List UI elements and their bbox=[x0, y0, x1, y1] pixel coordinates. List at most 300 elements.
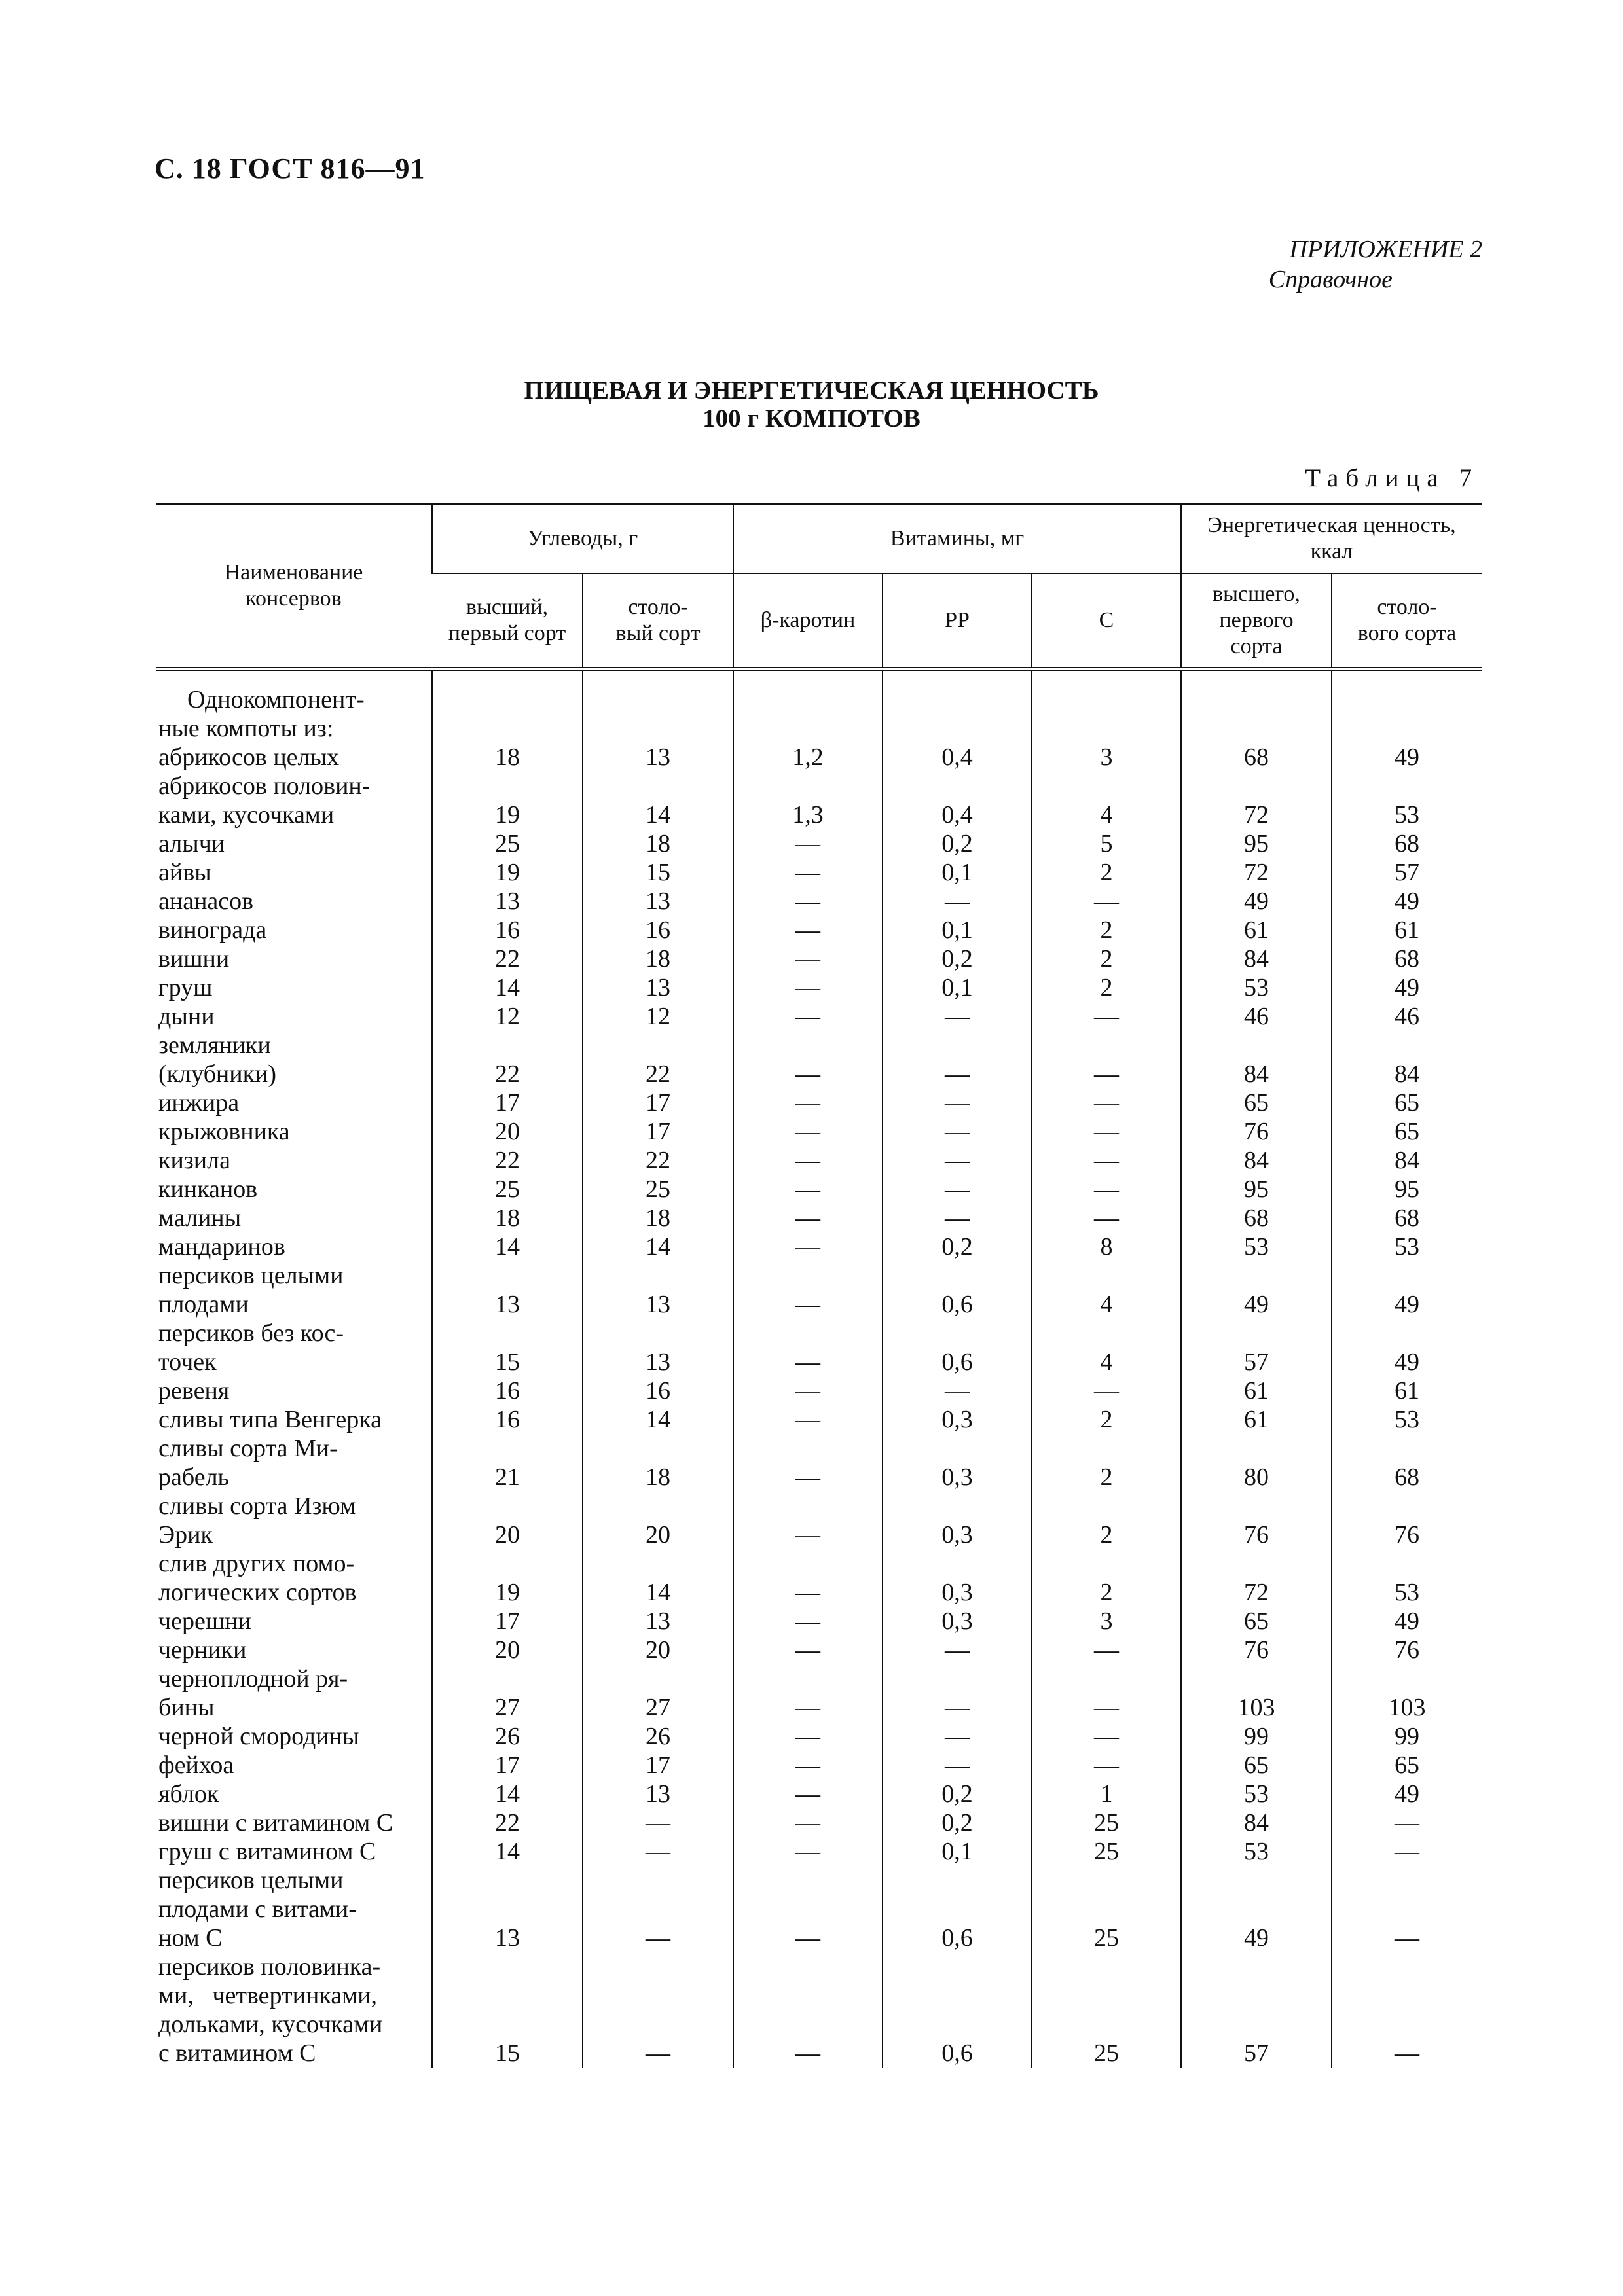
value-cell bbox=[583, 1492, 733, 1520]
value-cell: — bbox=[733, 1002, 883, 1031]
value-cell: 25 bbox=[432, 829, 583, 858]
value-cell: 1,3 bbox=[733, 800, 883, 829]
value-cell bbox=[1181, 1664, 1332, 1693]
value-cell bbox=[1032, 1434, 1181, 1463]
value-cell: — bbox=[733, 2039, 883, 2068]
table-row bbox=[156, 1405, 1482, 1434]
value-cell: 84 bbox=[1332, 1146, 1482, 1175]
value-cell: — bbox=[733, 1607, 883, 1636]
table-row bbox=[156, 1348, 1482, 1376]
value-cell: — bbox=[733, 1751, 883, 1780]
value-cell: — bbox=[733, 1520, 883, 1549]
value-cell bbox=[1181, 1492, 1332, 1520]
value-cell: 26 bbox=[583, 1722, 733, 1751]
value-cell bbox=[583, 1895, 733, 1924]
value-cell: 13 bbox=[583, 887, 733, 916]
value-cell: 0,2 bbox=[883, 1780, 1032, 1808]
table-body bbox=[156, 669, 1482, 2068]
table-row bbox=[156, 1261, 1482, 1290]
value-cell bbox=[883, 2010, 1032, 2039]
value-cell bbox=[733, 1866, 883, 1895]
product-name-cell: черешни bbox=[158, 1607, 251, 1635]
value-cell: 25 bbox=[1032, 1808, 1181, 1837]
value-cell: 18 bbox=[583, 829, 733, 858]
value-cell: 4 bbox=[1032, 800, 1181, 829]
value-cell: 53 bbox=[1332, 1405, 1482, 1434]
value-cell: — bbox=[1032, 1636, 1181, 1664]
value-cell: 46 bbox=[1181, 1002, 1332, 1031]
value-cell: 4 bbox=[1032, 1290, 1181, 1319]
value-cell: 76 bbox=[1332, 1520, 1482, 1549]
value-cell: — bbox=[883, 1060, 1032, 1088]
table-row bbox=[156, 1636, 1482, 1664]
value-cell: 22 bbox=[432, 1808, 583, 1837]
value-cell: 15 bbox=[583, 858, 733, 887]
value-cell bbox=[1181, 1549, 1332, 1578]
value-cell bbox=[1032, 1261, 1181, 1290]
title-line-2: 100 г КОМПОТОВ bbox=[702, 404, 921, 433]
appendix-subtitle: Справочное bbox=[1268, 266, 1393, 293]
value-cell: — bbox=[733, 1060, 883, 1088]
value-cell bbox=[1332, 1434, 1482, 1463]
product-name-cell: сливы сорта Изюм bbox=[158, 1492, 356, 1520]
value-cell bbox=[883, 669, 1032, 714]
value-cell: — bbox=[733, 829, 883, 858]
value-cell: — bbox=[883, 1693, 1032, 1722]
table-row bbox=[156, 669, 1482, 714]
value-cell: 20 bbox=[432, 1117, 583, 1146]
value-cell: 49 bbox=[1181, 1290, 1332, 1319]
value-cell: 68 bbox=[1332, 1463, 1482, 1492]
value-cell bbox=[1332, 669, 1482, 714]
value-cell bbox=[1032, 1492, 1181, 1520]
value-cell: 2 bbox=[1032, 973, 1181, 1002]
value-cell bbox=[733, 1549, 883, 1578]
product-name-cell: дольками, кусочками bbox=[158, 2011, 383, 2038]
value-cell bbox=[583, 2010, 733, 2039]
table-row bbox=[156, 1376, 1482, 1405]
value-cell: 14 bbox=[432, 973, 583, 1002]
value-cell: 20 bbox=[583, 1636, 733, 1664]
value-cell: 68 bbox=[1181, 1204, 1332, 1232]
value-cell bbox=[1181, 1031, 1332, 1060]
value-cell bbox=[432, 1895, 583, 1924]
value-cell: 14 bbox=[432, 1837, 583, 1866]
table-row bbox=[156, 1492, 1482, 1520]
value-cell: 49 bbox=[1181, 1924, 1332, 1952]
value-cell bbox=[1332, 1492, 1482, 1520]
header-vitamins: Витамины, мг bbox=[733, 504, 1181, 574]
value-cell: — bbox=[733, 1722, 883, 1751]
value-cell: 13 bbox=[583, 973, 733, 1002]
value-cell: 2 bbox=[1032, 944, 1181, 973]
value-cell: 53 bbox=[1181, 1232, 1332, 1261]
nutrition-table bbox=[156, 503, 1482, 2068]
table-row bbox=[156, 1751, 1482, 1780]
value-cell: — bbox=[733, 1175, 883, 1204]
value-cell bbox=[1181, 669, 1332, 714]
value-cell: 103 bbox=[1332, 1693, 1482, 1722]
table-label: Таблица 7 bbox=[1305, 464, 1479, 492]
value-cell: 16 bbox=[432, 916, 583, 944]
subheader-energy-premium: высшего, первого сорта bbox=[1181, 573, 1332, 669]
value-cell bbox=[1332, 1895, 1482, 1924]
value-cell bbox=[432, 1952, 583, 1981]
value-cell: 72 bbox=[1181, 858, 1332, 887]
value-cell: 72 bbox=[1181, 1578, 1332, 1607]
table-row bbox=[156, 2010, 1482, 2039]
value-cell: 18 bbox=[432, 1204, 583, 1232]
table-row bbox=[156, 1434, 1482, 1463]
header-carbohydrates: Углеводы, г bbox=[432, 504, 733, 574]
value-cell bbox=[883, 1261, 1032, 1290]
value-cell: 0,1 bbox=[883, 1837, 1032, 1866]
value-cell: 19 bbox=[432, 858, 583, 887]
product-name-cell: сливы сорта Ми- bbox=[158, 1435, 338, 1462]
value-cell: 25 bbox=[432, 1175, 583, 1204]
value-cell: 0,3 bbox=[883, 1578, 1032, 1607]
value-cell bbox=[1032, 1981, 1181, 2010]
value-cell: 14 bbox=[432, 1780, 583, 1808]
value-cell: 0,6 bbox=[883, 1924, 1032, 1952]
value-cell: 2 bbox=[1032, 1578, 1181, 1607]
value-cell: — bbox=[733, 1405, 883, 1434]
value-cell: — bbox=[733, 1146, 883, 1175]
table-row bbox=[156, 1952, 1482, 1981]
value-cell bbox=[432, 1866, 583, 1895]
value-cell: 0,1 bbox=[883, 973, 1032, 1002]
value-cell: 53 bbox=[1181, 1837, 1332, 1866]
value-cell: 12 bbox=[432, 1002, 583, 1031]
table-row bbox=[156, 1607, 1482, 1636]
value-cell: — bbox=[883, 1204, 1032, 1232]
value-cell bbox=[583, 669, 733, 714]
product-name-cell: дыни bbox=[158, 1003, 215, 1030]
subheader-carbs-premium: высший, первый сорт bbox=[432, 573, 583, 669]
value-cell: — bbox=[733, 1463, 883, 1492]
product-name-cell: яблок bbox=[158, 1780, 219, 1808]
value-cell: 0,2 bbox=[883, 829, 1032, 858]
value-cell: 0,6 bbox=[883, 1290, 1032, 1319]
value-cell: 61 bbox=[1181, 1405, 1332, 1434]
table-row bbox=[156, 1175, 1482, 1204]
value-cell bbox=[1181, 772, 1332, 800]
value-cell bbox=[1181, 714, 1332, 743]
value-cell bbox=[583, 714, 733, 743]
value-cell: — bbox=[733, 1693, 883, 1722]
product-name-cell: ми, четвертинками, bbox=[158, 1982, 377, 2009]
table-row bbox=[156, 1232, 1482, 1261]
value-cell: 61 bbox=[1332, 916, 1482, 944]
product-name-cell: черной смородины bbox=[158, 1723, 359, 1750]
product-name-cell: логических сортов bbox=[158, 1579, 357, 1606]
value-cell bbox=[432, 1492, 583, 1520]
value-cell: 49 bbox=[1332, 887, 1482, 916]
value-cell: 14 bbox=[583, 1232, 733, 1261]
value-cell bbox=[733, 1031, 883, 1060]
value-cell bbox=[1181, 1866, 1332, 1895]
value-cell bbox=[883, 1434, 1032, 1463]
value-cell: — bbox=[1032, 1376, 1181, 1405]
table-row bbox=[156, 1924, 1482, 1952]
product-name-cell: вишни с витамином С bbox=[158, 1809, 393, 1837]
product-name-cell: ные компоты из: bbox=[158, 715, 334, 742]
value-cell: 2 bbox=[1032, 1520, 1181, 1549]
value-cell bbox=[883, 1492, 1032, 1520]
value-cell bbox=[883, 772, 1032, 800]
value-cell: — bbox=[733, 1924, 883, 1952]
table-row bbox=[156, 1088, 1482, 1117]
value-cell bbox=[583, 772, 733, 800]
table-row bbox=[156, 1664, 1482, 1693]
value-cell: — bbox=[1032, 1175, 1181, 1204]
value-cell: 61 bbox=[1332, 1376, 1482, 1405]
header-energy: Энергетическая ценность, ккал bbox=[1181, 504, 1482, 574]
table-row bbox=[156, 944, 1482, 973]
appendix-block bbox=[1269, 234, 1482, 295]
value-cell bbox=[583, 1434, 733, 1463]
value-cell: 2 bbox=[1032, 1463, 1181, 1492]
product-name-cell: айвы bbox=[158, 859, 211, 886]
value-cell: 65 bbox=[1332, 1088, 1482, 1117]
subheader-pp: PP bbox=[883, 573, 1032, 669]
value-cell: — bbox=[733, 973, 883, 1002]
value-cell: 14 bbox=[583, 1405, 733, 1434]
product-name-cell: плодами bbox=[158, 1291, 249, 1318]
value-cell: 13 bbox=[583, 1607, 733, 1636]
value-cell: 22 bbox=[432, 1146, 583, 1175]
table-row bbox=[156, 1808, 1482, 1837]
value-cell bbox=[583, 1319, 733, 1348]
value-cell: 84 bbox=[1181, 1060, 1332, 1088]
value-cell: 65 bbox=[1332, 1751, 1482, 1780]
value-cell: 12 bbox=[583, 1002, 733, 1031]
product-name-cell: ревеня bbox=[158, 1377, 230, 1405]
value-cell bbox=[883, 1664, 1032, 1693]
value-cell bbox=[883, 1031, 1032, 1060]
value-cell: 17 bbox=[432, 1607, 583, 1636]
value-cell bbox=[883, 1895, 1032, 1924]
value-cell: 103 bbox=[1181, 1693, 1332, 1722]
value-cell bbox=[432, 1549, 583, 1578]
value-cell: 20 bbox=[432, 1636, 583, 1664]
product-name-cell: фейхоа bbox=[158, 1751, 234, 1779]
value-cell: 19 bbox=[432, 1578, 583, 1607]
table-row bbox=[156, 1146, 1482, 1175]
value-cell: 15 bbox=[432, 1348, 583, 1376]
product-name-cell: ананасов bbox=[158, 888, 254, 915]
value-cell: 0,3 bbox=[883, 1520, 1032, 1549]
value-cell: 8 bbox=[1032, 1232, 1181, 1261]
value-cell: 0,2 bbox=[883, 944, 1032, 973]
value-cell: — bbox=[733, 1636, 883, 1664]
product-name-cell: персиков целыми bbox=[158, 1867, 344, 1894]
product-name-cell: Эрик bbox=[158, 1521, 213, 1549]
value-cell bbox=[432, 1319, 583, 1348]
value-cell: 13 bbox=[432, 887, 583, 916]
value-cell: 53 bbox=[1181, 973, 1332, 1002]
product-name-cell: кизила bbox=[158, 1147, 230, 1174]
value-cell: 13 bbox=[583, 1348, 733, 1376]
table-row bbox=[156, 1117, 1482, 1146]
table-row bbox=[156, 1693, 1482, 1722]
table-row bbox=[156, 1866, 1482, 1895]
table-row bbox=[156, 1520, 1482, 1549]
table-row bbox=[156, 1463, 1482, 1492]
product-name-cell: рабель bbox=[158, 1463, 229, 1491]
value-cell: — bbox=[1032, 1088, 1181, 1117]
value-cell: 1,2 bbox=[733, 743, 883, 772]
value-cell: 76 bbox=[1181, 1520, 1332, 1549]
value-cell: — bbox=[583, 1808, 733, 1837]
value-cell bbox=[583, 1549, 733, 1578]
value-cell bbox=[1032, 714, 1181, 743]
value-cell bbox=[1332, 1261, 1482, 1290]
product-name-cell: персиков целыми bbox=[158, 1262, 344, 1289]
value-cell: — bbox=[1332, 1924, 1482, 1952]
page-header: С. 18 ГОСТ 816—91 bbox=[155, 152, 426, 185]
value-cell: 20 bbox=[432, 1520, 583, 1549]
value-cell: 76 bbox=[1181, 1117, 1332, 1146]
value-cell bbox=[883, 1319, 1032, 1348]
value-cell bbox=[733, 1895, 883, 1924]
value-cell: — bbox=[1032, 1002, 1181, 1031]
value-cell bbox=[1032, 669, 1181, 714]
table-row bbox=[156, 800, 1482, 829]
table-row bbox=[156, 1780, 1482, 1808]
value-cell: — bbox=[583, 2039, 733, 2068]
value-cell: 16 bbox=[583, 1376, 733, 1405]
table-row bbox=[156, 829, 1482, 858]
value-cell: 3 bbox=[1032, 1607, 1181, 1636]
value-cell: 27 bbox=[432, 1693, 583, 1722]
table-row bbox=[156, 1002, 1482, 1031]
value-cell bbox=[1181, 1434, 1332, 1463]
value-cell bbox=[1032, 772, 1181, 800]
value-cell bbox=[1181, 1319, 1332, 1348]
value-cell bbox=[733, 2010, 883, 2039]
value-cell: 84 bbox=[1181, 1146, 1332, 1175]
value-cell: — bbox=[583, 1837, 733, 1866]
value-cell bbox=[733, 1319, 883, 1348]
value-cell: — bbox=[1032, 1722, 1181, 1751]
product-name-cell: черноплодной ря- bbox=[158, 1665, 348, 1693]
value-cell: 61 bbox=[1181, 1376, 1332, 1405]
product-name-cell: ном С bbox=[158, 1924, 223, 1952]
value-cell: — bbox=[1032, 1146, 1181, 1175]
value-cell bbox=[1032, 1319, 1181, 1348]
value-cell: 15 bbox=[432, 2039, 583, 2068]
value-cell: — bbox=[883, 1117, 1032, 1146]
value-cell bbox=[432, 714, 583, 743]
product-name-cell: с витамином С bbox=[158, 2039, 316, 2067]
value-cell: — bbox=[883, 1088, 1032, 1117]
value-cell: 3 bbox=[1032, 743, 1181, 772]
product-name-cell: ками, кусочками bbox=[158, 801, 335, 829]
value-cell: 72 bbox=[1181, 800, 1332, 829]
value-cell: — bbox=[883, 1376, 1032, 1405]
table-row bbox=[156, 858, 1482, 887]
value-cell bbox=[1181, 1895, 1332, 1924]
value-cell: — bbox=[883, 1722, 1032, 1751]
value-cell bbox=[432, 669, 583, 714]
value-cell: 17 bbox=[583, 1751, 733, 1780]
value-cell: 49 bbox=[1332, 1348, 1482, 1376]
value-cell bbox=[1181, 1952, 1332, 1981]
value-cell: 57 bbox=[1181, 1348, 1332, 1376]
value-cell bbox=[1181, 1981, 1332, 2010]
value-cell bbox=[883, 714, 1032, 743]
value-cell: — bbox=[1032, 1117, 1181, 1146]
value-cell bbox=[883, 1981, 1032, 2010]
product-name-cell: инжира bbox=[158, 1089, 240, 1117]
value-cell: 18 bbox=[583, 1463, 733, 1492]
value-cell: 21 bbox=[432, 1463, 583, 1492]
value-cell bbox=[432, 1261, 583, 1290]
value-cell: — bbox=[1032, 1693, 1181, 1722]
table-row bbox=[156, 1981, 1482, 2010]
value-cell: 84 bbox=[1181, 1808, 1332, 1837]
value-cell bbox=[1332, 1319, 1482, 1348]
product-name-cell: груш bbox=[158, 974, 213, 1001]
product-name-cell: вишни bbox=[158, 945, 230, 973]
value-cell: 53 bbox=[1332, 800, 1482, 829]
value-cell: 49 bbox=[1332, 1780, 1482, 1808]
value-cell bbox=[1332, 1549, 1482, 1578]
value-cell bbox=[1181, 2010, 1332, 2039]
value-cell: 13 bbox=[583, 1290, 733, 1319]
value-cell: — bbox=[883, 1002, 1032, 1031]
table-row bbox=[156, 1319, 1482, 1348]
value-cell: — bbox=[733, 916, 883, 944]
value-cell: — bbox=[733, 1808, 883, 1837]
value-cell bbox=[733, 714, 883, 743]
value-cell: — bbox=[733, 1232, 883, 1261]
value-cell: — bbox=[733, 858, 883, 887]
value-cell: 13 bbox=[583, 1780, 733, 1808]
table-row bbox=[156, 1031, 1482, 1060]
value-cell: 0,3 bbox=[883, 1405, 1032, 1434]
table-row bbox=[156, 1837, 1482, 1866]
value-cell bbox=[432, 1664, 583, 1693]
value-cell bbox=[733, 1492, 883, 1520]
value-cell: 0,2 bbox=[883, 1808, 1032, 1837]
product-name-cell: (клубники) bbox=[158, 1060, 277, 1088]
value-cell: 68 bbox=[1181, 743, 1332, 772]
value-cell bbox=[432, 772, 583, 800]
value-cell: 65 bbox=[1181, 1751, 1332, 1780]
value-cell bbox=[1332, 1664, 1482, 1693]
value-cell: 25 bbox=[583, 1175, 733, 1204]
table-row bbox=[156, 916, 1482, 944]
value-cell: — bbox=[733, 1348, 883, 1376]
product-name-cell: Однокомпонент- bbox=[187, 686, 365, 713]
value-cell: — bbox=[733, 944, 883, 973]
value-cell: 18 bbox=[432, 743, 583, 772]
value-cell: 0,6 bbox=[883, 1348, 1032, 1376]
value-cell: — bbox=[883, 1146, 1032, 1175]
value-cell: 16 bbox=[583, 916, 733, 944]
value-cell: 49 bbox=[1332, 973, 1482, 1002]
value-cell: 95 bbox=[1181, 829, 1332, 858]
table-row bbox=[156, 1549, 1482, 1578]
value-cell bbox=[432, 2010, 583, 2039]
value-cell: 57 bbox=[1332, 858, 1482, 887]
table-row bbox=[156, 714, 1482, 743]
value-cell bbox=[1032, 1895, 1181, 1924]
product-name-cell: малины bbox=[158, 1204, 242, 1232]
value-cell: 25 bbox=[1032, 1837, 1181, 1866]
